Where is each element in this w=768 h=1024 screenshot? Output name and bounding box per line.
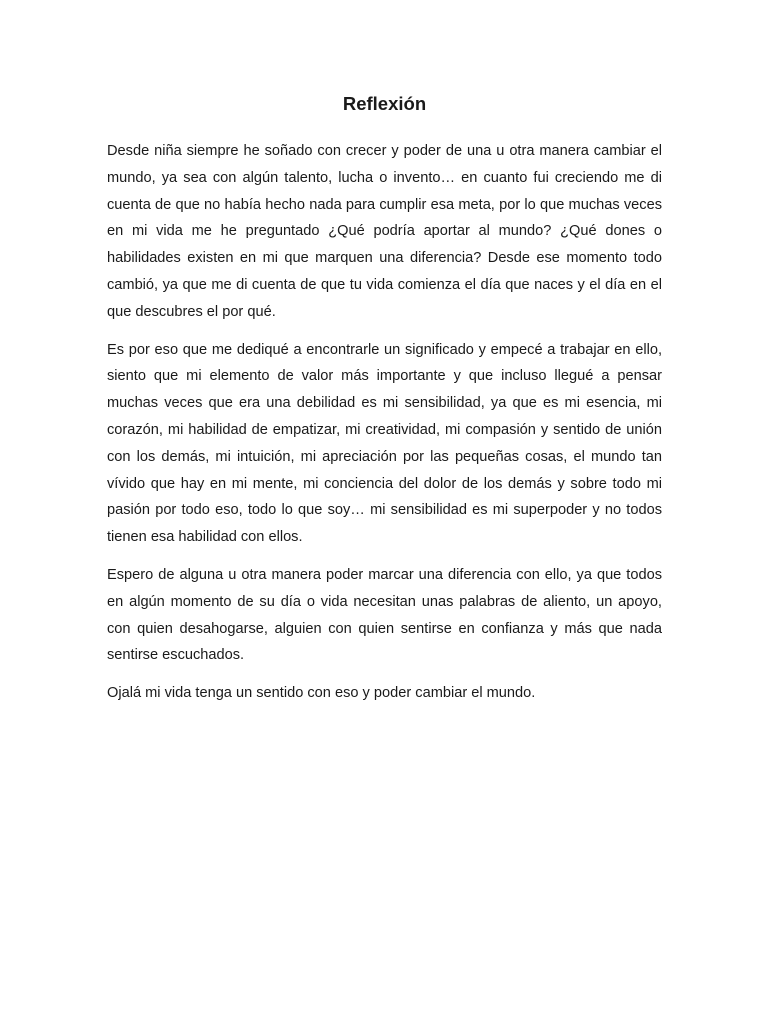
paragraph-3: Espero de alguna u otra manera poder marcar una diferencia con ello, ya que todos en algún momento de su día o vida necesitan unas palabras de aliento, un apoyo, con quien desahogarse, alguien con quien sentirse en confianza y más que nada sentirse escuchados. xyxy=(107,566,662,664)
document-title: Reflexión xyxy=(342,93,427,114)
paragraph-4: Ojalá mi vida tenga un sentido con eso y poder cambiar el mundo. xyxy=(107,685,536,702)
document-body xyxy=(107,90,662,718)
paragraph-1: Desde niña siempre he soñado con crecer y poder de una u otra manera cambiar el mundo, ya sea con algún talento, lucha o invento… en cuanto fui creciendo me di cuenta de que no había hecho nada para cumplir esa meta, por lo que muchas veces en mi vida me he preguntado ¿Qué podría aportar al mundo? ¿Qué dones o habilidades existen en mi que marquen una diferencia? Desde ese momento todo cambió, ya que me di cuenta de que tu vida comienza el día que naces y el día en el que descubres el por qué. xyxy=(107,143,662,320)
paragraph-2: Es por eso que me dediqué a encontrarle un significado y empecé a trabajar en ello, siento que mi elemento de valor más importante y que incluso llegué a pensar muchas veces que era una debilidad es mi sensibilidad, ya que es mi esencia, mi corazón, mi habilidad de empatizar, mi creatividad, mi compasión y sentido de unión con los demás, mi intuición, mi apreciación por las pequeñas cosas, el mundo tan vívido que hay en mi mente, mi conciencia del dolor de los demás y sobre todo mi pasión por todo eso, todo lo que soy… mi sensibilidad es mi superpoder y no todos tienen esa habilidad con ellos. xyxy=(107,341,662,546)
